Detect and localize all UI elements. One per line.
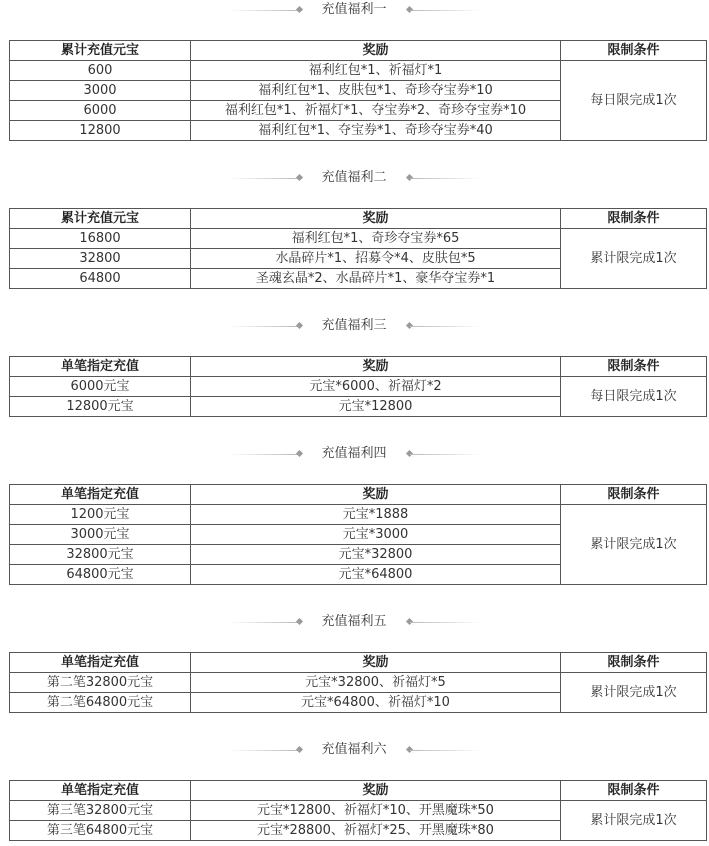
- amount-cell: 3000: [10, 81, 191, 101]
- table-header-row: [10, 653, 707, 673]
- section-title-text: 充值福利三: [321, 318, 387, 333]
- section-title-text: 充值福利五: [321, 614, 387, 629]
- title-divider-left: [228, 454, 298, 455]
- reward-cell: 元宝*32800、祈福灯*5: [191, 673, 561, 693]
- title-divider-left: [228, 326, 298, 327]
- reward-table: [9, 208, 707, 289]
- header-amount: 单笔指定充值: [10, 485, 191, 505]
- reward-table: [9, 652, 707, 713]
- section-title: [0, 444, 709, 464]
- header-amount: 累计充值元宝: [10, 209, 191, 229]
- title-divider-left: [228, 750, 298, 751]
- amount-cell: 第三笔32800元宝: [10, 801, 191, 821]
- reward-cell: 元宝*1888: [191, 505, 561, 525]
- table-header-row: [10, 485, 707, 505]
- title-divider-left: [228, 10, 298, 11]
- amount-cell: 第二笔32800元宝: [10, 673, 191, 693]
- table-header-row: [10, 41, 707, 61]
- reward-cell: 福利红包*1、皮肤包*1、奇珍夺宝券*10: [191, 81, 561, 101]
- reward-table: [9, 40, 707, 141]
- section-title: [0, 316, 709, 336]
- section-title: [0, 612, 709, 632]
- diamond-icon: [296, 174, 303, 181]
- amount-cell: 32800元宝: [10, 545, 191, 565]
- amount-cell: 1200元宝: [10, 505, 191, 525]
- reward-cell: 元宝*6000、祈福灯*2: [191, 377, 561, 397]
- header-condition: 限制条件: [561, 781, 707, 801]
- reward-cell: 元宝*3000: [191, 525, 561, 545]
- table-header-row: [10, 781, 707, 801]
- condition-cell: 每日限完成1次: [561, 61, 707, 141]
- section-title-text: 充值福利六: [321, 742, 387, 757]
- title-divider-right: [410, 326, 480, 327]
- reward-cell: 福利红包*1、祈福灯*1: [191, 61, 561, 81]
- title-divider-right: [410, 178, 480, 179]
- reward-cell: 元宝*64800、祈福灯*10: [191, 693, 561, 713]
- condition-cell: 每日限完成1次: [561, 377, 707, 417]
- reward-cell: 福利红包*1、夺宝券*1、奇珍夺宝券*40: [191, 121, 561, 141]
- header-condition: 限制条件: [561, 653, 707, 673]
- condition-cell: 累计限完成1次: [561, 229, 707, 289]
- section-title-text: 充值福利四: [321, 446, 387, 461]
- reward-cell: 水晶碎片*1、招募令*4、皮肤包*5: [191, 249, 561, 269]
- diamond-icon: [296, 746, 303, 753]
- amount-cell: 16800: [10, 229, 191, 249]
- table-row: [10, 505, 707, 525]
- header-condition: 限制条件: [561, 357, 707, 377]
- amount-cell: 64800元宝: [10, 565, 191, 585]
- table-row: [10, 801, 707, 821]
- amount-cell: 600: [10, 61, 191, 81]
- table-row: [10, 229, 707, 249]
- header-reward: 奖励: [191, 357, 561, 377]
- title-divider-left: [228, 622, 298, 623]
- reward-cell: 福利红包*1、祈福灯*1、夺宝券*2、奇珍夺宝券*10: [191, 101, 561, 121]
- header-reward: 奖励: [191, 653, 561, 673]
- amount-cell: 64800: [10, 269, 191, 289]
- amount-cell: 12800: [10, 121, 191, 141]
- header-condition: 限制条件: [561, 485, 707, 505]
- amount-cell: 6000元宝: [10, 377, 191, 397]
- header-amount: 单笔指定充值: [10, 781, 191, 801]
- header-condition: 限制条件: [561, 41, 707, 61]
- diamond-icon: [296, 6, 303, 13]
- header-reward: 奖励: [191, 209, 561, 229]
- condition-cell: 累计限完成1次: [561, 673, 707, 713]
- section-title: [0, 740, 709, 760]
- table-row: [10, 377, 707, 397]
- header-amount: 累计充值元宝: [10, 41, 191, 61]
- header-amount: 单笔指定充值: [10, 653, 191, 673]
- header-reward: 奖励: [191, 781, 561, 801]
- table-header-row: [10, 209, 707, 229]
- diamond-icon: [296, 322, 303, 329]
- condition-cell: 累计限完成1次: [561, 801, 707, 841]
- header-amount: 单笔指定充值: [10, 357, 191, 377]
- reward-cell: 元宝*32800: [191, 545, 561, 565]
- table-row: [10, 673, 707, 693]
- title-divider-right: [410, 454, 480, 455]
- title-divider-right: [410, 750, 480, 751]
- diamond-icon: [296, 450, 303, 457]
- reward-cell: 元宝*28800、祈福灯*25、开黑魔珠*80: [191, 821, 561, 841]
- diamond-icon: [296, 618, 303, 625]
- header-reward: 奖励: [191, 41, 561, 61]
- title-divider-right: [410, 622, 480, 623]
- title-divider-left: [228, 178, 298, 179]
- amount-cell: 第三笔64800元宝: [10, 821, 191, 841]
- condition-cell: 累计限完成1次: [561, 505, 707, 585]
- table-row: [10, 61, 707, 81]
- reward-cell: 元宝*12800、祈福灯*10、开黑魔珠*50: [191, 801, 561, 821]
- section-title: [0, 0, 709, 20]
- amount-cell: 32800: [10, 249, 191, 269]
- reward-table: [9, 780, 707, 841]
- reward-cell: 元宝*64800: [191, 565, 561, 585]
- reward-table: [9, 484, 707, 585]
- amount-cell: 12800元宝: [10, 397, 191, 417]
- section-title: [0, 168, 709, 188]
- header-reward: 奖励: [191, 485, 561, 505]
- table-header-row: [10, 357, 707, 377]
- amount-cell: 3000元宝: [10, 525, 191, 545]
- reward-cell: 福利红包*1、奇珍夺宝券*65: [191, 229, 561, 249]
- reward-cell: 圣魂玄晶*2、水晶碎片*1、豪华夺宝券*1: [191, 269, 561, 289]
- reward-cell: 元宝*12800: [191, 397, 561, 417]
- section-title-text: 充值福利一: [321, 2, 387, 17]
- amount-cell: 6000: [10, 101, 191, 121]
- amount-cell: 第二笔64800元宝: [10, 693, 191, 713]
- title-divider-right: [410, 10, 480, 11]
- reward-table: [9, 356, 707, 417]
- header-condition: 限制条件: [561, 209, 707, 229]
- section-title-text: 充值福利二: [321, 170, 387, 185]
